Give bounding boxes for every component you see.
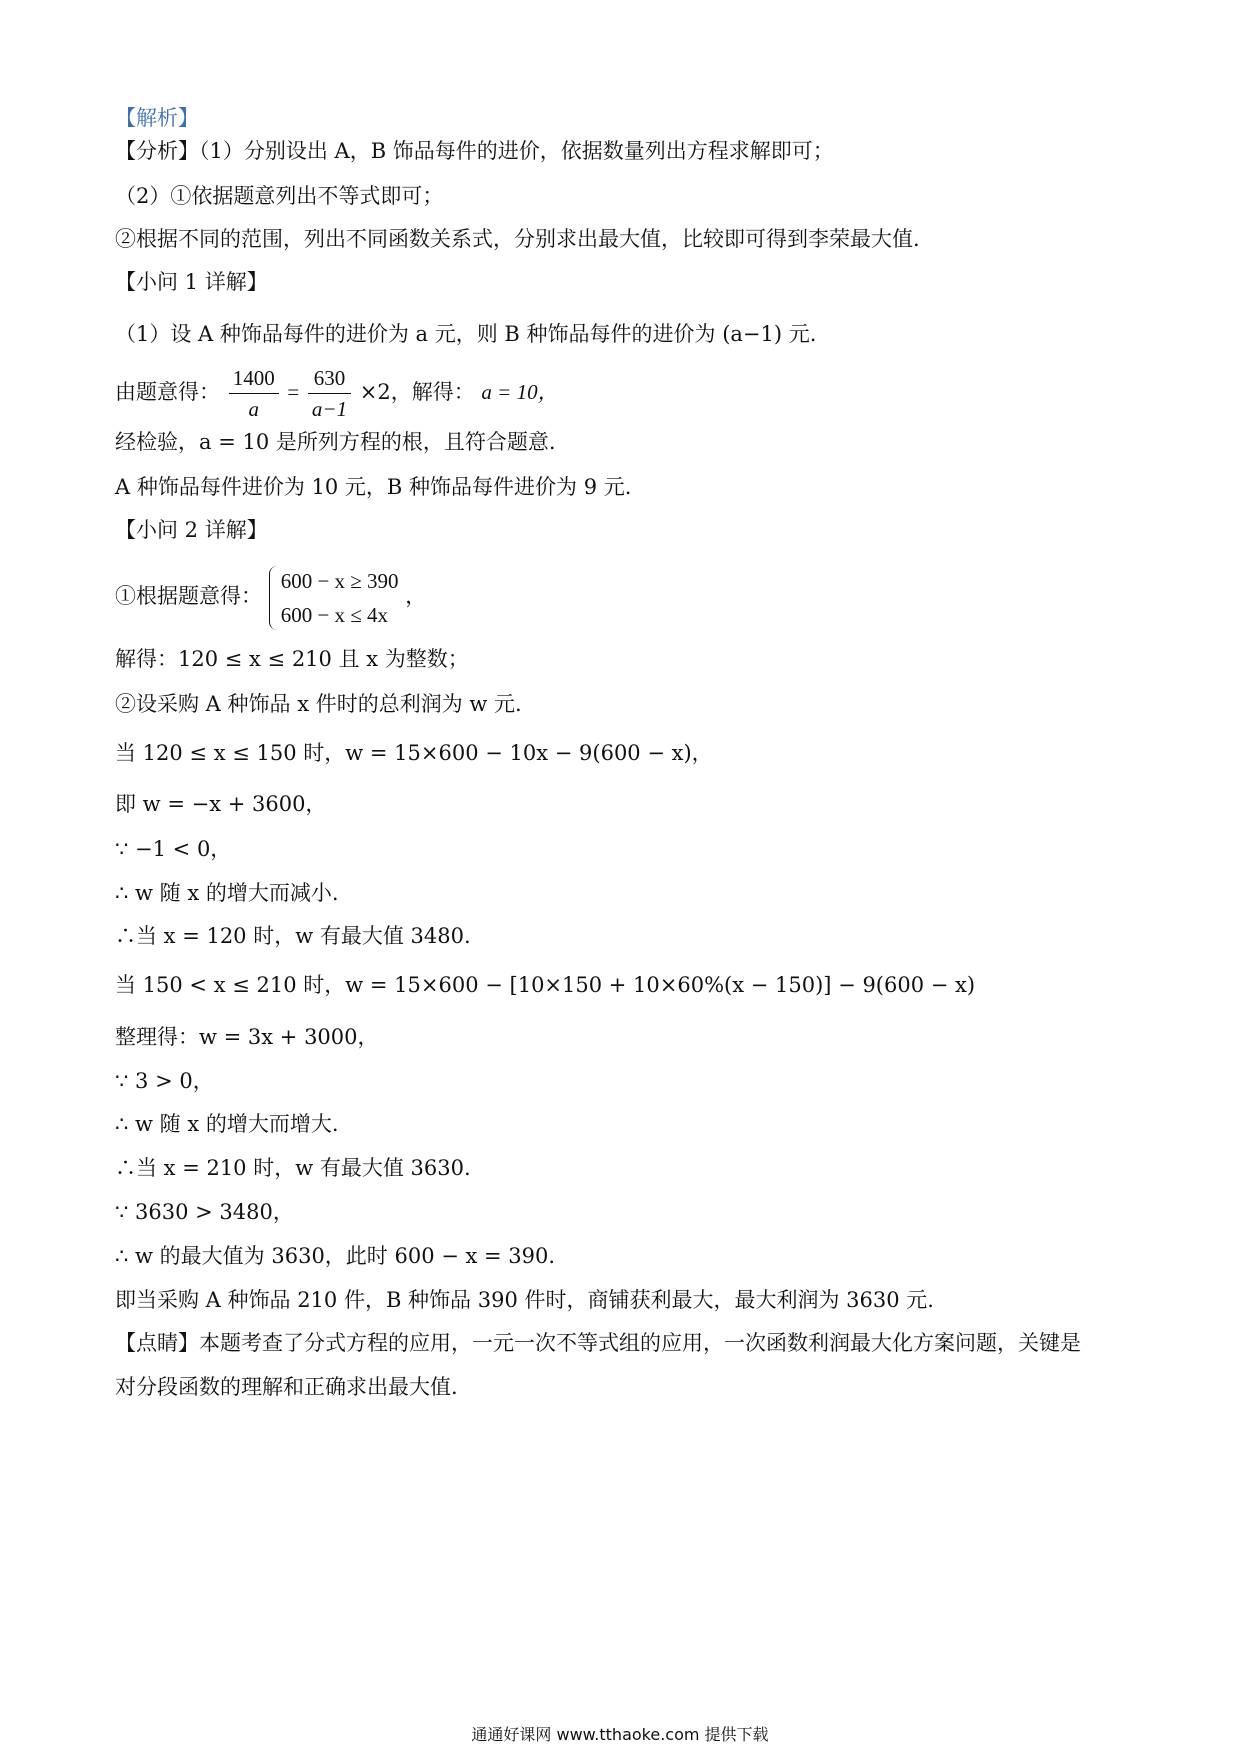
- solution-line: 即当采购 A 种饰品 210 件，B 种饰品 390 件时，商铺获利最大，最大利润为 3630 元.: [115, 1288, 934, 1312]
- solution-heading: 【解析】: [115, 106, 199, 130]
- solution-line: （1）设 A 种饰品每件的进价为 a 元，则 B 种饰品每件的进价为 (a−1) 元.: [115, 322, 817, 346]
- solution-line: 即 w = −x + 3600，: [115, 792, 327, 816]
- fraction-left: [229, 363, 279, 424]
- solution-line: ②设采购 A 种饰品 x 件时的总利润为 w 元.: [115, 692, 522, 716]
- solution-line: 经检验，a = 10 是所列方程的根，且符合题意.: [115, 430, 556, 454]
- solution-line: ∴当 x = 120 时，w 有最大值 3480.: [115, 924, 471, 948]
- inequality-row: 600 − x ≤ 4x: [280, 602, 389, 627]
- equation-tail: ×2，解得：: [359, 380, 475, 404]
- fraction-right: [308, 363, 351, 424]
- equals-sign: =: [287, 380, 300, 404]
- solution-line: A 种饰品每件进价为 10 元，B 种饰品每件进价为 9 元.: [115, 475, 632, 499]
- solution-line: ∴ w 随 x 的增大而减小.: [115, 881, 339, 905]
- section-heading: 【小问 2 详解】: [115, 518, 268, 542]
- solution-line: 解得：120 ≤ x ≤ 210 且 x 为整数；: [115, 647, 469, 671]
- inequality-prefix: ①根据题意得：: [115, 584, 262, 608]
- analysis-line: （2）①依据题意列出不等式即可；: [115, 184, 444, 208]
- analysis-line: ②根据不同的范围，列出不同函数关系式，分别求出最大值，比较即可得到李荣最大值.: [115, 227, 920, 251]
- fraction-denominator: a−1: [311, 397, 348, 421]
- solution-line: ∴当 x = 210 时，w 有最大值 3630.: [115, 1156, 471, 1180]
- brace-shape: [269, 566, 280, 630]
- summary-line: 【点睛】本题考查了分式方程的应用，一元一次不等式组的应用，一次函数利润最大化方案问题，关键是: [115, 1331, 1081, 1355]
- fraction-numerator: 630: [308, 363, 351, 394]
- solution-line: 整理得：w = 3x + 3000，: [115, 1025, 379, 1049]
- solution-line: ∵ −1 < 0，: [115, 837, 232, 861]
- solution-line: ∴ w 的最大值为 3630，此时 600 − x = 390.: [115, 1244, 556, 1268]
- solution-line: ∵ 3 > 0，: [115, 1069, 214, 1093]
- fraction-denominator: a: [248, 397, 259, 421]
- inequality-system: [269, 564, 399, 632]
- equation-line: [115, 362, 559, 424]
- inequality-suffix: ，: [405, 584, 427, 608]
- section-heading: 【小问 1 详解】: [115, 270, 268, 294]
- inequality-system-line: [115, 560, 426, 632]
- summary-line: 对分段函数的理解和正确求出最大值.: [115, 1375, 458, 1399]
- analysis-line: 【分析】（1）分别设出 A，B 饰品每件的进价，依据数量列出方程求解即可；: [115, 139, 834, 163]
- solution-line: 当 120 ≤ x ≤ 150 时，w = 15×600 − 10x − 9(600 − x)，: [115, 741, 713, 765]
- solution-line: 当 150 < x ≤ 210 时，w = 15×600 − [10×150 + 10×60%(x − 150)] − 9(600 − x): [115, 973, 976, 997]
- footer-text: 通通好课网 www.tthaoke.com 提供下载: [471, 1725, 769, 1744]
- solution-line: ∵ 3630 > 3480，: [115, 1200, 294, 1224]
- equation-result: a = 10，: [481, 380, 559, 404]
- solution-line: ∴ w 随 x 的增大而增大.: [115, 1112, 339, 1136]
- inequality-row: 600 − x ≥ 390: [280, 568, 399, 593]
- fraction-numerator: 1400: [229, 363, 279, 394]
- equation-prefix: 由题意得：: [115, 380, 220, 404]
